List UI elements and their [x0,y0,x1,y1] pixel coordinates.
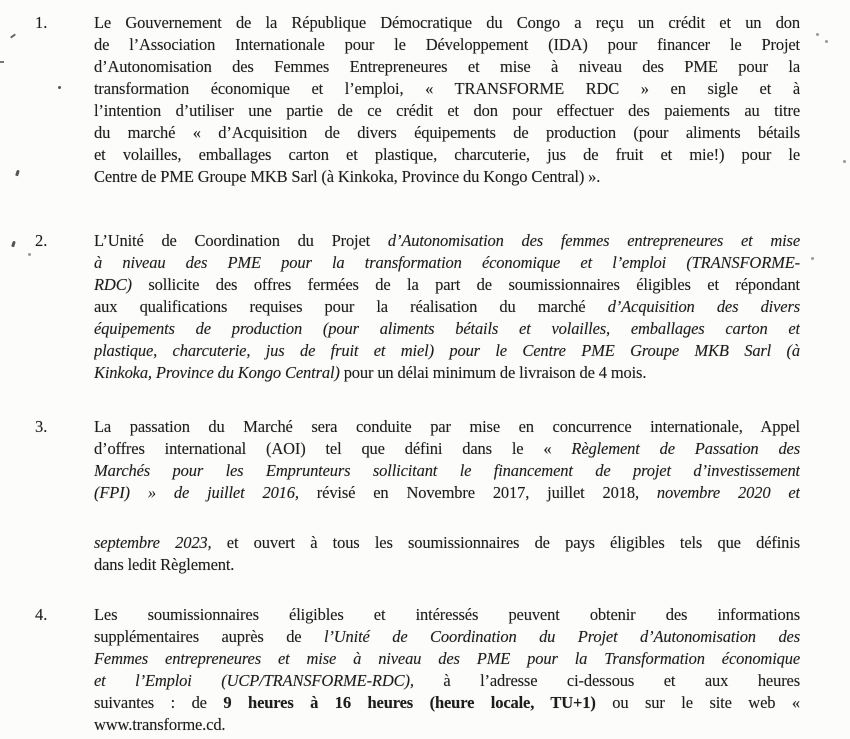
text-line: Kinkoka, Province du Kongo Central) pour un délai minimum de livraison de 4 mois. [94,363,647,382]
text-line: suivantes : de 9 heures à 16 heures (heure locale, TU+1) ou sur le site web « [94,693,800,712]
paragraph-text [94,416,800,576]
text-line: d’offres international (AOI) tel que défini dans le « Règlement de Passation des [94,439,800,458]
text-line: Les soumissionnaires éligibles et intéressés peuvent obtenir des informations [94,605,800,624]
text-line: (FPI) » de juillet 2016, révisé en Novembre 2017, juillet 2018, novembre 2020 et [94,483,800,502]
paragraph-number: 1. [35,13,48,32]
document-body [35,12,850,736]
paragraph-text [94,230,800,384]
text-line: d’Autonomisation des Femmes Entrepreneures et mise à niveau des PME pour la [94,57,800,76]
text-line: du marché « d’Acquisition de divers équipements de production (pour aliments bétails [94,123,800,142]
text-line: septembre 2023, et ouvert à tous les soumissionnaires de pays éligibles tels que définis [94,533,800,552]
text-line: Le Gouvernement de la République Démocratique du Congo a reçu un crédit et un don [94,13,800,32]
text-line: Femmes entrepreneures et mise à niveau des PME pour la Transformation économique [94,649,800,668]
text-line: La passation du Marché sera conduite par mise en concurrence internationale, Appel [94,417,800,436]
paragraph-1 [35,12,850,188]
paragraph-number: 3. [35,417,48,436]
paragraph-4 [35,604,850,736]
paragraph-number: 4. [35,605,48,624]
paragraph-text [94,604,800,736]
text-line: Marchés pour les Emprunteurs sollicitant le financement de projet d’investissement [94,461,800,480]
text-line: RDC) sollicite des offres fermées de la part de soumissionnaires éligibles et répondant [94,275,800,294]
text-line: équipements de production (pour aliments bétails et volailles, emballages carton et [94,319,800,338]
text-line: supplémentaires auprès de l’Unité de Coordination du Projet d’Autonomisation des [94,627,800,646]
text-line: plastique, charcuterie, jus de fruit et miel) pour le Centre PME Groupe MKB Sarl (à [94,341,800,360]
text-line: transformation économique et l’emploi, « TRANSFORME RDC » en sigle et à [94,79,800,98]
text-line: aux qualifications requises pour la réalisation du marché d’Acquisition des divers [94,297,800,316]
text-line: à niveau des PME pour la transformation économique et l’emploi (TRANSFORME- [94,253,800,272]
text-line: dans ledit Règlement. [94,555,235,574]
text-line: l’intention d’utiliser une partie de ce crédit et don pour effectuer des paiements au titre [94,101,800,120]
paragraph-2 [35,230,850,384]
text-line: de l’Association Internationale pour le Développement (IDA) pour financer le Projet [94,35,800,54]
text-line: www.transforme.cd. [94,715,226,734]
paragraph-text [94,12,800,188]
text-line: et l’Emploi (UCP/TRANSFORME-RDC), à l’adresse ci-dessous et aux heures [94,671,800,690]
paragraph-3 [35,416,850,576]
text-line: Centre de PME Groupe MKB Sarl (à Kinkoka, Province du Kongo Central) ». [94,167,601,186]
paragraph-number: 2. [35,231,48,250]
text-line: L’Unité de Coordination du Projet d’Autonomisation des femmes entrepreneures et mise [94,231,800,250]
text-line: et volailles, emballages carton et plastique, charcuterie, jus de fruit et mie!) pour le [94,145,800,164]
